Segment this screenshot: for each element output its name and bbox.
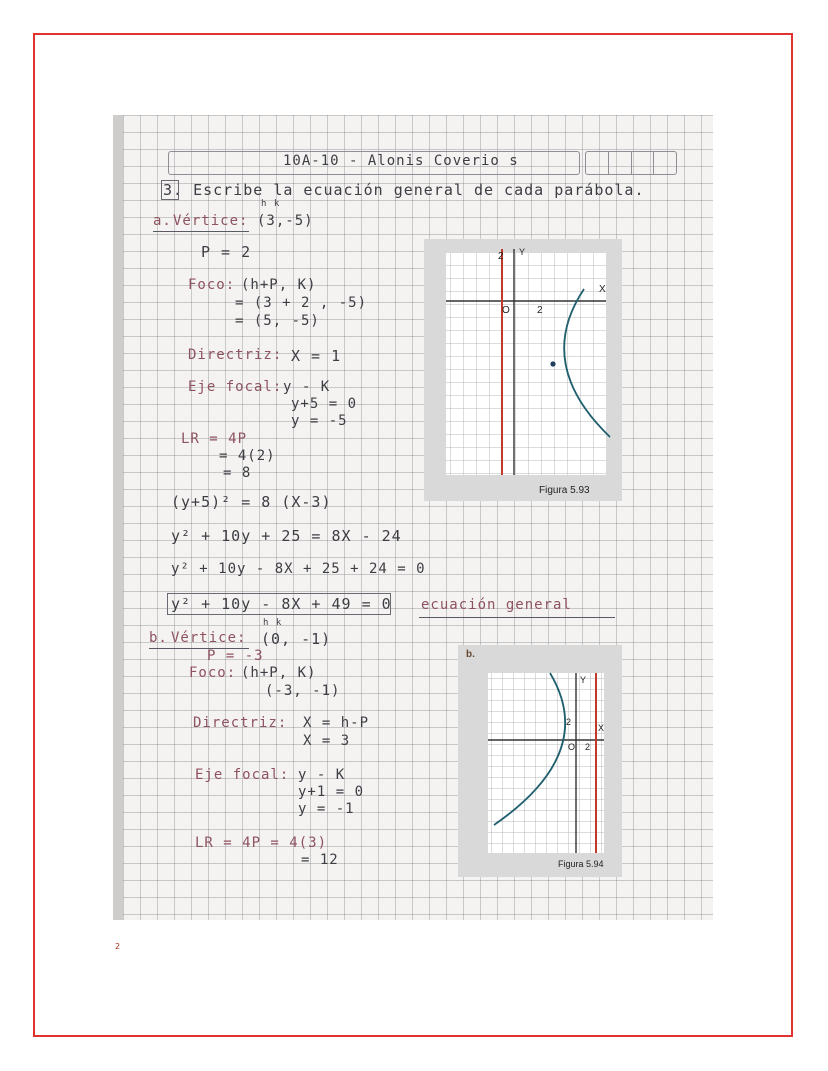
b-focus-step1: (-3, -1) (265, 683, 341, 699)
a-eq-note: ecuación general (421, 597, 572, 613)
b-hk-marks: h k (263, 618, 283, 628)
figure-b-tick-y: 2 (566, 717, 572, 727)
a-hk-marks: h k (261, 199, 281, 209)
a-vertex-underline (153, 231, 249, 232)
a-vertex-value: (3,-5) (257, 213, 314, 229)
figure-a-caption: Figura 5.93 (539, 485, 590, 496)
a-lr-label: LR = 4P (181, 431, 248, 447)
b-lr-step1: = 12 (301, 852, 339, 868)
a-focus-step2: = (5, -5) (235, 313, 320, 329)
figure-b-axis-x: X (598, 723, 605, 733)
a-focus-formula: (h+P, K) (241, 277, 317, 293)
a-eq4-box (167, 593, 391, 615)
figure-b-letter: b. (466, 649, 475, 660)
a-axis-label: Eje focal: (188, 379, 283, 395)
b-axis-step1: y - K (298, 767, 346, 783)
b-label: b. (149, 630, 168, 646)
b-axis-step2: y+1 = 0 (298, 784, 365, 800)
header-cell (653, 152, 654, 174)
notebook-photo (113, 115, 713, 920)
header-cell (631, 152, 632, 174)
a-lr-step2: = 8 (223, 465, 252, 481)
a-eq3: y² + 10y - 8X + 25 + 24 = 0 (171, 561, 426, 577)
figure-b-origin: O (568, 742, 576, 752)
footer-mark: 2 (115, 942, 121, 951)
figure-b-caption: Figura 5.94 (558, 859, 604, 869)
a-vertex-label: Vértice: (173, 213, 249, 229)
a-directrix-value: X = 1 (291, 347, 342, 365)
a-focus-label: Foco: (188, 277, 236, 293)
b-vertex-label: Vértice: (171, 630, 247, 646)
b-lr-label: LR = 4P = 4(3) (195, 835, 328, 851)
a-eq-note-underline (419, 617, 615, 618)
b-axis-step3: y = -1 (298, 801, 355, 817)
figure-b (458, 645, 622, 877)
a-label: a. (153, 213, 172, 229)
figure-a-axis-x: X (599, 284, 606, 295)
a-p: P = 2 (201, 243, 252, 261)
b-directrix-step1: X = h-P (303, 715, 370, 731)
a-axis-step1: y - K (283, 379, 331, 395)
figure-a-graph (424, 239, 622, 501)
figure-b-graph (458, 645, 622, 877)
problem-statement: 3. Escribe la ecuación general de cada parábola. (163, 181, 645, 199)
figure-a-tick-x: 2 (537, 305, 543, 316)
b-vertex-value: (0, -1) (261, 630, 332, 648)
problem-number-box (161, 180, 179, 200)
a-lr-step1: = 4(2) (219, 448, 276, 464)
header-cell (608, 152, 609, 174)
b-directrix-step2: X = 3 (303, 733, 351, 749)
header-title: 10A-10 - Alonis Coverio s (283, 153, 519, 169)
figure-b-tick-x: 2 (585, 742, 591, 752)
a-axis-step3: y = -5 (291, 413, 348, 429)
figure-a (424, 239, 622, 501)
figure-a-origin: O (502, 305, 510, 316)
figure-a-tick-y: 2 (498, 251, 504, 262)
header-box-small (585, 151, 677, 175)
a-eq4: y² + 10y - 8X + 49 = 0 (171, 595, 392, 613)
figure-a-axis-y: Y (519, 247, 526, 257)
grid-paper (123, 115, 713, 920)
b-directrix-label: Directriz: (193, 715, 288, 731)
b-axis-label: Eje focal: (195, 767, 290, 783)
a-eq1: (y+5)² = 8 (X-3) (171, 493, 332, 511)
b-focus-label: Foco: (189, 665, 237, 681)
a-directrix-label: Directriz: (188, 347, 283, 363)
b-focus-formula: (h+P, K) (241, 665, 317, 681)
a-focus-step1: = (3 + 2 , -5) (235, 295, 368, 311)
figure-b-axis-y: Y (580, 675, 587, 685)
a-eq2: y² + 10y + 25 = 8X - 24 (171, 527, 402, 545)
a-axis-step2: y+5 = 0 (291, 396, 358, 412)
b-p: P = -3 (207, 648, 264, 664)
